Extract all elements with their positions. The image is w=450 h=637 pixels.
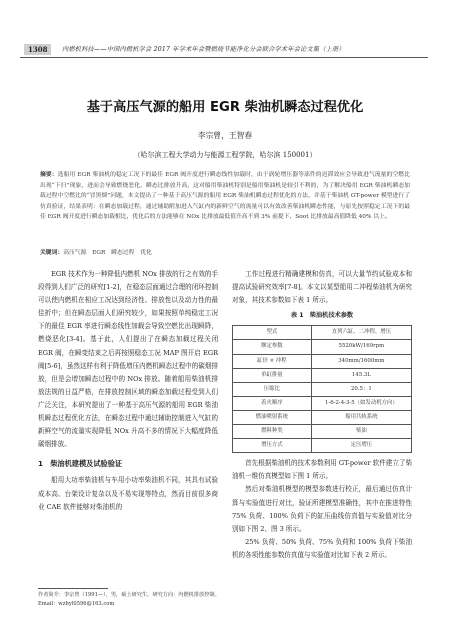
table-row xyxy=(233,425,412,439)
table-cell-value: 145.3L xyxy=(311,368,411,382)
table-cell-value: 柴油 xyxy=(311,425,411,439)
table-cell-value: 船用共轨系统 xyxy=(311,410,411,424)
footnote xyxy=(38,591,228,609)
author-email: Email：wzhyl0596@163.com xyxy=(38,601,115,607)
table-cell-value: 定压增压 xyxy=(311,439,411,453)
keywords-label: 关键词： xyxy=(40,250,64,256)
table-caption: 表 1 柴油机技术参数 xyxy=(290,312,354,320)
table-row xyxy=(233,410,412,424)
abstract xyxy=(40,170,410,223)
table-cell-param: 缸径 × 冲程 xyxy=(233,354,312,368)
paper-authors: 李宗曾，王智春 xyxy=(197,131,253,140)
body-paragraph: 25% 负荷、50% 负荷、75% 负荷和 100% 负荷下柴油机的各项性能参数仿真值与实验值对比如下表 2 所示。 xyxy=(232,537,412,559)
table-row xyxy=(233,396,412,410)
page-number: 1308 xyxy=(24,44,51,55)
footnote-rule xyxy=(38,588,108,589)
modeling-paragraph: 船用大功率柴油机与车用小功率柴油机不同，其具有试验成本高、台架设计复杂以及不易实现等特点，然而目前很多商业 CAE 软件能够对柴油机的 xyxy=(38,476,218,511)
table-cell-value: 1-6-2-4-3-5（如发动机方向） xyxy=(311,396,411,410)
running-header: 内燃机科技——中国内燃机学会 2017 年学术年会暨燃烧节能净化分会联合学术年会论文集（上册） xyxy=(62,46,345,53)
section-heading: 1 柴油机建模及试验验证 xyxy=(38,459,123,469)
abstract-label: 摘要： xyxy=(40,172,58,178)
table-cell-param: 压缩比 xyxy=(233,382,312,396)
table-cell-param: 燃油喷射系统 xyxy=(233,410,312,424)
table-row xyxy=(233,326,412,340)
header-rule xyxy=(20,57,428,58)
intro-paragraph: EGR 技术作为一种降低内燃机 NOx 排放的行之有效的手段得到人们广泛的研究[1-2]，在稳态层面通过合理的闭环控制可以使内燃机在相应工况达到经济性、排放性以及动力性的最佳折中；但在瞬态层面人们研究较少，如果按照单纯稳定工况下的最佳 EGR 率进行瞬态线性加载会导致空燃比出现瞬降，燃烧恶化[3-4]。基于此，人们提出了在瞬态加载过程关闭 EGR 阀，在瞬变结束之后再按照稳态工况 MAP 图开启 EGR 阀[5-6]，虽然这样有利于降低增压内燃机瞬态过程中的碳烟排放，但是会增加瞬态过程中的 NOx 排放。随着船用柴油机排放法规的日益严格，在排放控制区域的瞬态加载过程受到人们广泛关注，本研究提出了一种基于高压气源的船用 EGR 柴油机瞬态过程优化方法，在瞬态过程中通过辅助控制进入气缸的新鲜空气的流量实现降低 NOx 升高不多的情况下大幅度降低碳烟排放。 xyxy=(38,270,219,449)
engine-parameters-table xyxy=(232,325,412,453)
table-cell-param: 单缸排量 xyxy=(233,368,312,382)
paper-affiliation: （哈尔滨工程大学动力与能源工程学院，哈尔滨 150001） xyxy=(133,151,317,159)
table-row xyxy=(233,439,412,453)
table-row xyxy=(233,340,412,354)
table-cell-value: 20.5：1 xyxy=(311,382,411,396)
table-cell-value: 5520kW/169rpm xyxy=(311,340,411,354)
right-column xyxy=(232,268,412,562)
body-paragraph: 工作过程进行精确建模和仿真，可以大量节约试验成本和提高试验研究效率[7-8]。本文以某型船用二冲程柴油机为研究对象，其技术参数如下表 1 所示。 xyxy=(232,270,412,305)
keywords xyxy=(40,247,410,256)
author-note: 作者简介：李宗曾（1991—），男，硕士研究生，研究方向：内燃机排放控制。 xyxy=(38,592,220,598)
table-cell-param: 增压方式 xyxy=(233,439,312,453)
table-cell-param: 型式 xyxy=(233,326,312,340)
table-cell-param: 额定参数 xyxy=(233,340,312,354)
body-paragraph: 然后对柴油机模型的模型参数进行校正，最后通过仿真计算与实验值进行对比，验证所建模型准确性，其中在推进特性 75% 负荷、100% 负荷下的缸压曲线仿真值与实验值对比分别如下图 2、图 3 所示。 xyxy=(232,485,412,533)
left-column xyxy=(38,268,218,514)
table-row xyxy=(233,382,412,396)
table-cell-value: 直列六缸、二冲程、增压 xyxy=(311,326,411,340)
table-cell-param: 着火顺序 xyxy=(233,396,312,410)
table-row xyxy=(233,368,412,382)
table-cell-value: 340mm/1600mm xyxy=(311,354,411,368)
keywords-text: 高压气源 EGR 瞬态过程 优化 xyxy=(63,250,152,256)
paper-title: 基于高压气源的船用 EGR 柴油机瞬态过程优化 xyxy=(86,100,364,115)
abstract-text: 选船用 EGR 柴油机的稳定工况下的最佳 EGR 阀开度进行瞬态线性加载时，由于涡轮增压器等部件的迟滞效应会导致进气流量的空燃比出现“下扫”现象，进而会导致燃烧恶化，瞬态比排放升高，这对船用柴油机特别是船用柴油机是较引不利的，为了解决船用 EGR 柴油机瞬态加载过程中空燃比的“冒黑烟”问题，本文提出了一种基于高压气源的船用 EGR 柴油机瞬态过程优化的方法，并基于柴油机 GT-power 模型进行了仿真验证，结果表明：在瞬态加载过程，通过辅助附加进入气缸内的新鲜空气的流量可以有效改善柴油机瞬态性能，与原先按照稳定工况下的最佳 EGR 阀开度进行瞬态加载相比，优化后的方法能够在 NOx 比排放最低值升高不到 3% 前提下，Soot 比排放最高值降低 40% 以上。 xyxy=(40,172,410,221)
table-cell-param: 燃料种类 xyxy=(233,425,312,439)
body-paragraph: 首先根据柴油机的技术参数利用 GT-power 软件建立了柴油机一维仿真模型如下图 1 所示。 xyxy=(232,459,412,481)
table-row xyxy=(233,354,412,368)
